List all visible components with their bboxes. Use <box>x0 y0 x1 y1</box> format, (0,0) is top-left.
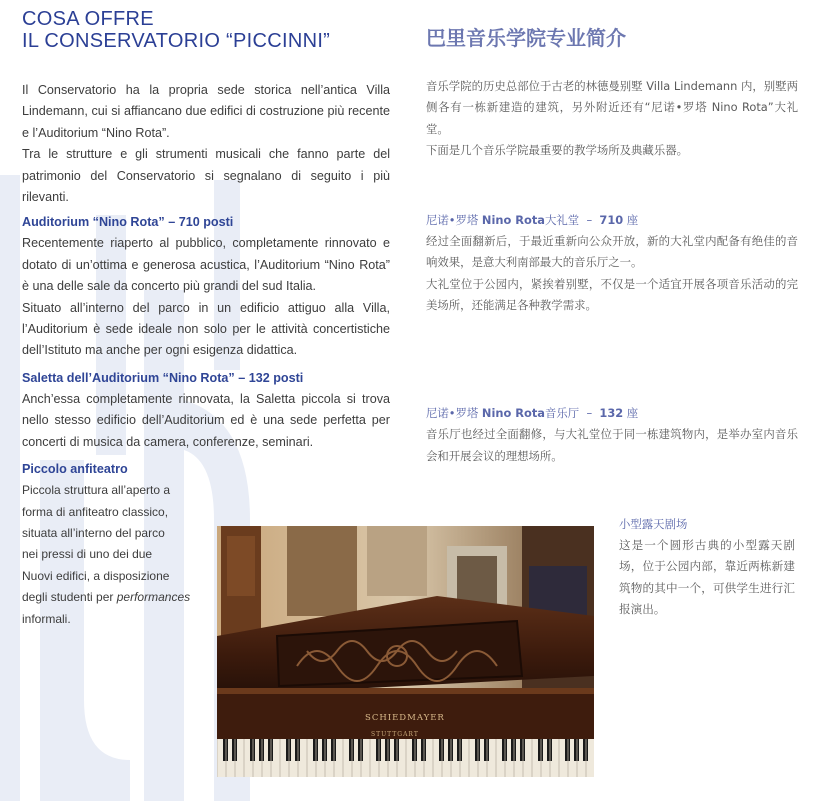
auditorium-paragraph-1: Recentemente riaperto al pubblico, completamente rinnovato e dotato di un’ottima e generosa acustica, l’Auditorium “Nino Rota” è una delle sale da concerto più grandi del sud Italia. <box>22 236 390 294</box>
cn-saletta-heading-name: Nino Rota <box>481 406 545 421</box>
cn-saletta-seats-sep: – <box>586 406 593 421</box>
anfiteatro-line: nei pressi di uno dei due <box>22 547 153 562</box>
saletta-heading: Saletta dell’Auditorium “Nino Rota” – 132 posti <box>22 370 304 385</box>
piano-brand: SCHIEDMAYER <box>365 713 445 723</box>
anfiteatro-heading: Piccolo anfiteatro <box>22 462 128 477</box>
anfiteatro-line: forma di anfiteatro classico, <box>22 504 169 519</box>
saletta-paragraph: Anch’essa completamente rinnovata, la Saletta piccola si trova nello stesso edificio dell’Auditorium ed è una sede perfetta per concerti di musica da camera, conferenze, seminari. <box>22 391 390 449</box>
cn-anfiteatro-paragraph: 这是一个圆形古典的小型露天剧场，位于公园内部，靠近两栋新建筑物的其中一个，可供学生进行汇报演出。 <box>619 538 795 616</box>
anfiteatro-line-text: degli studenti per <box>22 590 114 605</box>
piano-photo <box>217 526 594 777</box>
title-line-2: IL CONSERVATORIO “PICCINNI” <box>22 30 331 52</box>
cn-intro-paragraph-2: 下面是几个音乐学院最重要的教学场所及典藏乐器。 <box>426 142 688 157</box>
cn-intro-paragraph-1: 音乐学院的历史总部位于古老的林德曼别墅 Villa Lindemann 内，别墅两侧各有一栋新建造的建筑，另外附近还有“尼诺•罗塔 Nino Rota”大礼堂。 <box>426 79 798 136</box>
cn-saletta-seats-unit: 座 <box>626 406 639 421</box>
cn-auditorium-heading-post: 大礼堂 <box>545 213 580 228</box>
piano-illustration <box>217 526 594 777</box>
cn-saletta-heading-post: 音乐厅 <box>545 406 580 421</box>
cn-saletta-paragraph: 音乐厅也经过全面翻修，与大礼堂位于同一栋建筑物内，是举办室内音乐会和开展会议的理想场所。 <box>426 427 798 463</box>
intro-paragraph-2: Tra le strutture e gli strumenti musicali che fanno parte del patrimonio del Conservatorio si segnalano di seguito i più rilevanti. <box>22 147 390 205</box>
cn-auditorium-heading-pre: 尼诺•罗塔 <box>426 213 479 228</box>
page-title <box>22 8 390 52</box>
chinese-column <box>426 8 798 467</box>
anfiteatro-line: situata all’interno del parco <box>22 525 165 540</box>
cn-anfiteatro-heading: 小型露天剧场 <box>619 517 688 531</box>
anfiteatro-line: informali. <box>22 611 71 626</box>
cn-saletta-heading-pre: 尼诺•罗塔 <box>426 406 479 421</box>
cn-auditorium-seats-sep: – <box>586 213 593 228</box>
cn-auditorium-heading <box>426 210 798 231</box>
performances-word: performances <box>116 590 191 605</box>
title-line-1: COSA OFFRE <box>22 8 154 30</box>
auditorium-heading: Auditorium “Nino Rota” – 710 posti <box>22 215 234 230</box>
cn-auditorium-seats-unit: 座 <box>626 213 639 228</box>
cn-auditorium-seats: 710 <box>599 213 624 228</box>
cn-auditorium-heading-name: Nino Rota <box>481 213 545 228</box>
piano-city: STUTTGART <box>371 731 419 738</box>
anfiteatro-line: Piccola struttura all’aperto a <box>22 483 171 498</box>
cn-auditorium-paragraph-1: 经过全面翻新后，于最近重新向公众开放，新的大礼堂内配备有绝佳的音响效果，是意大利南部最大的音乐厅之一。 <box>426 234 798 270</box>
anfiteatro-line: Nuovi edifici, a disposizione <box>22 568 170 583</box>
auditorium-paragraph-2: Situato all’interno del parco in un edificio attiguo alla Villa, l’Auditorium è sede ideale non solo per le attività concertistiche dell’Istituto ma anche per ogni esigenza didattica. <box>22 300 390 358</box>
cn-saletta-seats: 132 <box>599 406 624 421</box>
intro-paragraph-1: Il Conservatorio ha la propria sede storica nell’antica Villa Lindemann, cui si affiancano due edifici di costruzione più recente e l’Auditorium “Nino Rota”. <box>22 83 390 140</box>
chinese-title: 巴里音乐学院专业简介 <box>426 26 626 50</box>
cn-saletta-heading <box>426 403 798 424</box>
cn-anfiteatro-block <box>619 514 795 620</box>
cn-auditorium-paragraph-2: 大礼堂位于公园内，紧挨着别墅，不仅是一个适宜开展各项音乐活动的完美场所，还能满足各种教学需求。 <box>426 276 798 313</box>
